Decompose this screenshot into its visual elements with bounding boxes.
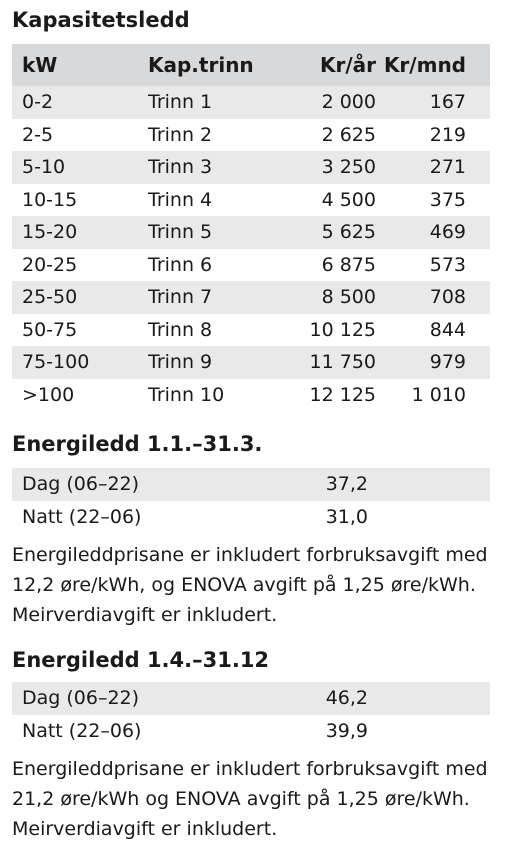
cell-step: Trinn 7 [148, 286, 213, 309]
capacity-title: Kapasitetsledd [12, 8, 190, 32]
cell-step: Trinn 6 [148, 253, 213, 276]
cell-kw: 5-10 [22, 156, 66, 179]
cell-per-month: 708 [429, 286, 466, 309]
cell-per-month: 1 010 [411, 383, 466, 406]
cell-time-of-day: Natt (22–06) [22, 719, 142, 742]
cell-time-of-day: Dag (06–22) [22, 473, 140, 496]
table-row [12, 346, 490, 379]
cell-kw: 20-25 [22, 253, 78, 276]
cell-kw: 50-75 [22, 318, 78, 341]
header-per-month: Kr/mnd [383, 53, 466, 77]
table-row [12, 468, 490, 501]
header-step: Kap.trinn [148, 53, 254, 77]
cell-kw: 10-15 [22, 188, 78, 211]
cell-per-month: 469 [429, 221, 466, 244]
energy-period-2-table [12, 682, 490, 747]
table-row [12, 682, 490, 715]
cell-kw: >100 [22, 383, 75, 406]
energy-period-2-note: Energileddprisane er inkludert forbruksavgift med 21,2 øre/kWh og ENOVA avgift på 1,25 øre/kWh. Meirverdiavgift er inkludert. [12, 758, 488, 840]
cell-time-of-day: Dag (06–22) [22, 687, 140, 710]
cell-per-month: 167 [429, 91, 466, 114]
cell-step: Trinn 5 [148, 221, 213, 244]
table-row [12, 86, 490, 119]
cell-per-month: 979 [429, 351, 466, 374]
cell-per-year: 11 750 [309, 351, 376, 374]
cell-kw: 2-5 [22, 123, 54, 146]
cell-step: Trinn 9 [148, 351, 213, 374]
cell-per-year: 12 125 [309, 383, 376, 406]
table-row [12, 151, 490, 184]
cell-per-month: 219 [429, 123, 466, 146]
cell-price: 31,0 [325, 505, 368, 528]
table-row [12, 501, 490, 534]
cell-kw: 15-20 [22, 221, 78, 244]
cell-step: Trinn 1 [148, 91, 213, 114]
table-row [12, 379, 490, 412]
table-row [12, 184, 490, 217]
energy-period-1-table [12, 468, 490, 533]
cell-per-month: 844 [429, 318, 466, 341]
cell-kw: 75-100 [22, 351, 90, 374]
cell-per-month: 375 [429, 188, 466, 211]
energy-period-1-title: Energiledd 1.1.–31.3. [12, 432, 263, 456]
cell-step: Trinn 8 [148, 318, 213, 341]
cell-price: 37,2 [325, 473, 368, 496]
cell-per-year: 3 250 [321, 156, 376, 179]
cell-step: Trinn 4 [148, 188, 213, 211]
header-per-year: Kr/år [319, 53, 376, 77]
cell-per-year: 10 125 [309, 318, 376, 341]
cell-time-of-day: Natt (22–06) [22, 505, 142, 528]
cell-price: 39,9 [325, 719, 368, 742]
table-row [12, 249, 490, 282]
energy-period-1-note: Energileddprisane er inkludert forbruksavgift med 12,2 øre/kWh, og ENOVA avgift på 1,25 øre/kWh. Meirverdiavgift er inkludert. [12, 544, 488, 626]
cell-per-year: 2 625 [321, 123, 376, 146]
cell-per-year: 8 500 [321, 286, 376, 309]
capacity-table [12, 44, 490, 411]
cell-step: Trinn 3 [148, 156, 213, 179]
cell-kw: 25-50 [22, 286, 78, 309]
cell-price: 46,2 [325, 687, 368, 710]
table-row [12, 216, 490, 249]
table-row [12, 715, 490, 748]
cell-step: Trinn 10 [148, 383, 225, 406]
cell-step: Trinn 2 [148, 123, 213, 146]
header-kw: kW [22, 53, 58, 77]
cell-per-month: 573 [429, 253, 466, 276]
table-row [12, 281, 490, 314]
capacity-header-row [12, 44, 490, 86]
cell-kw: 0-2 [22, 91, 54, 114]
cell-per-year: 4 500 [321, 188, 376, 211]
table-row [12, 314, 490, 347]
energy-period-2-title: Energiledd 1.4.–31.12 [12, 648, 270, 672]
cell-per-year: 6 875 [321, 253, 376, 276]
cell-per-year: 5 625 [321, 221, 376, 244]
cell-per-year: 2 000 [321, 91, 376, 114]
cell-per-month: 271 [429, 156, 466, 179]
table-row [12, 119, 490, 152]
